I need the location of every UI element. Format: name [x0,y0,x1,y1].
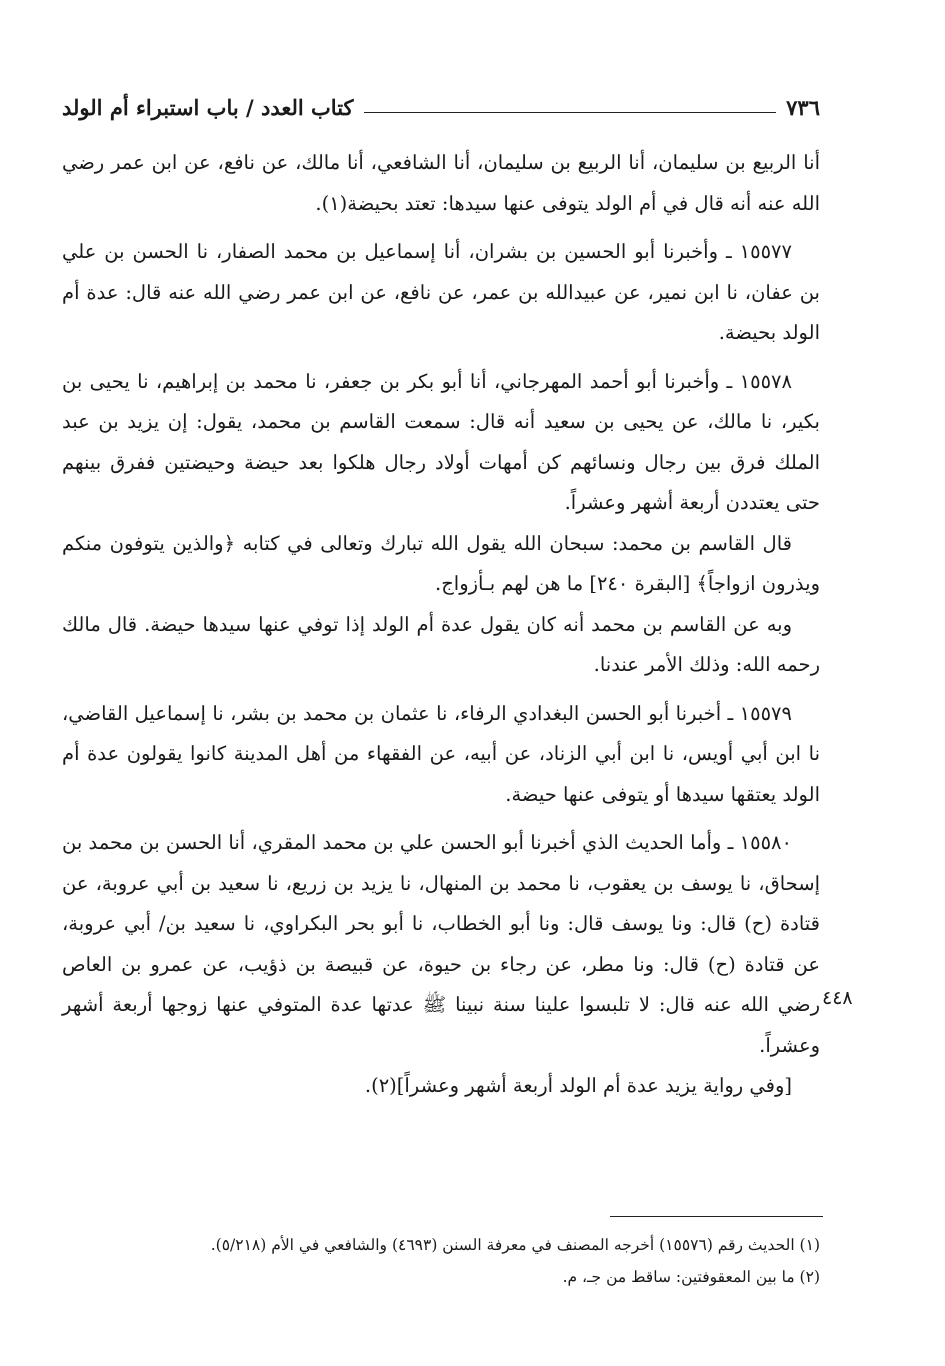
hadith-15579: ١٥٥٧٩ ـ أخبرنا أبو الحسن البغدادي الرفاء، نا عثمان بن محمد بن بشر، نا إسماعيل القاضي، نا ابن أبي أويس، نا ابن أبي الزناد، عن أبيه، عن الفقهاء من أهل المدينة كانوا يقولون عدة أم الولد يعتقها سيدها أو يتوفى عنها حيضة. [62,701,820,806]
qasim-commentary: قال القاسم بن محمد: سبحان الله يقول الله تبارك وتعالى في كتابه ﴿والذين يتوفون منكم ويذرون ازواجاً﴾ [البقرة ٢٤٠] ما هن لهم بـأزواج. [62,531,820,595]
qasim-report: وبه عن القاسم بن محمد أنه كان يقول عدة أم الولد إذا توفي عنها سيدها حيضة. قال مالك رحمه الله: وذلك الأمر عندنا. [62,612,820,676]
running-header [62,90,820,124]
footnote-rule [610,1216,823,1217]
footnote-2: (٢) ما بين المعقوفتين: ساقط من جـ، م. [562,1268,820,1286]
chapter-title: كتاب العدد / باب استبراء أم الولد [62,94,354,120]
margin-page-marker: ٤٤٨ [822,987,853,1009]
yazid-variant: [وفي رواية يزيد عدة أم الولد أربعة أشهر وعشراً](٢). [364,1074,792,1097]
hadith-15577: ١٥٥٧٧ ـ وأخبرنا أبو الحسين بن بشران، أنا إسماعيل بن محمد الصفار، نا الحسن بن علي بن عفان، نا ابن نمير، عن عبيدالله بن عمر، عن نافع، عن ابن عمر رضي الله عنه قال: عدة أم الولد بحيضة. [62,240,820,344]
hadith-15580: ١٥٥٨٠ ـ وأما الحديث الذي أخبرنا أبو الحسن علي بن محمد المقري، أنا الحسن بن محمد بن إسحاق، نا يوسف بن يعقوب، نا محمد بن المنهال، نا يزيد بن زريع، نا سعيد بن أبي عروبة، عن قتادة (ح) قال: ونا يوسف قال: ونا أبو الخطاب، نا أبو بحر البكراوي، نا سعيد بن/ أبي عروبة، عن قتادة (ح) قال: ونا مطر، عن رجاء بن حيوة، عن قبيصة بن ذؤيب، عن عمرو بن العاص رضي الله عنه قال: لا تلبسوا علينا سنة نبينا ﷺ عدتها عدة المتوفي عنها زوجها أربعة أشهر وعشراً. [62,831,820,1057]
main-text [62,143,820,1107]
paragraph-continuation: أنا الربيع بن سليمان، أنا الربيع بن سليمان، أنا الشافعي، أنا مالك، عن نافع، عن ابن عمر رضي الله عنه أنه قال في أم الولد يتوفى عنها سيدها: تعتد بحيضة(١). [62,151,820,215]
hadith-15578: ١٥٥٧٨ ـ وأخبرنا أبو أحمد المهرجاني، أنا أبو بكر بن جعفر، نا محمد بن إبراهيم، نا يحيى بن بكير، نا مالك، عن يحيى بن سعيد أنه قال: سمعت القاسم بن محمد، يقول: إن يزيد بن عبد الملك فرق بين رجال ونسائهم كن أمهات أولاد رجال هلكوا بعد حيضة وحيضتين ففرق بينهم حتى يعتددن أربعة أشهر وعشراً. [62,369,820,514]
page-number: ٧٣٦ [786,94,820,120]
footnote-1: (١) الحديث رقم (١٥٥٧٦) أخرجه المصنف في معرفة السنن (٤٦٩٣) والشافعي في الأم (٥/٢١٨). [210,1236,820,1254]
footnotes [62,1229,820,1293]
header-rule [364,112,777,113]
